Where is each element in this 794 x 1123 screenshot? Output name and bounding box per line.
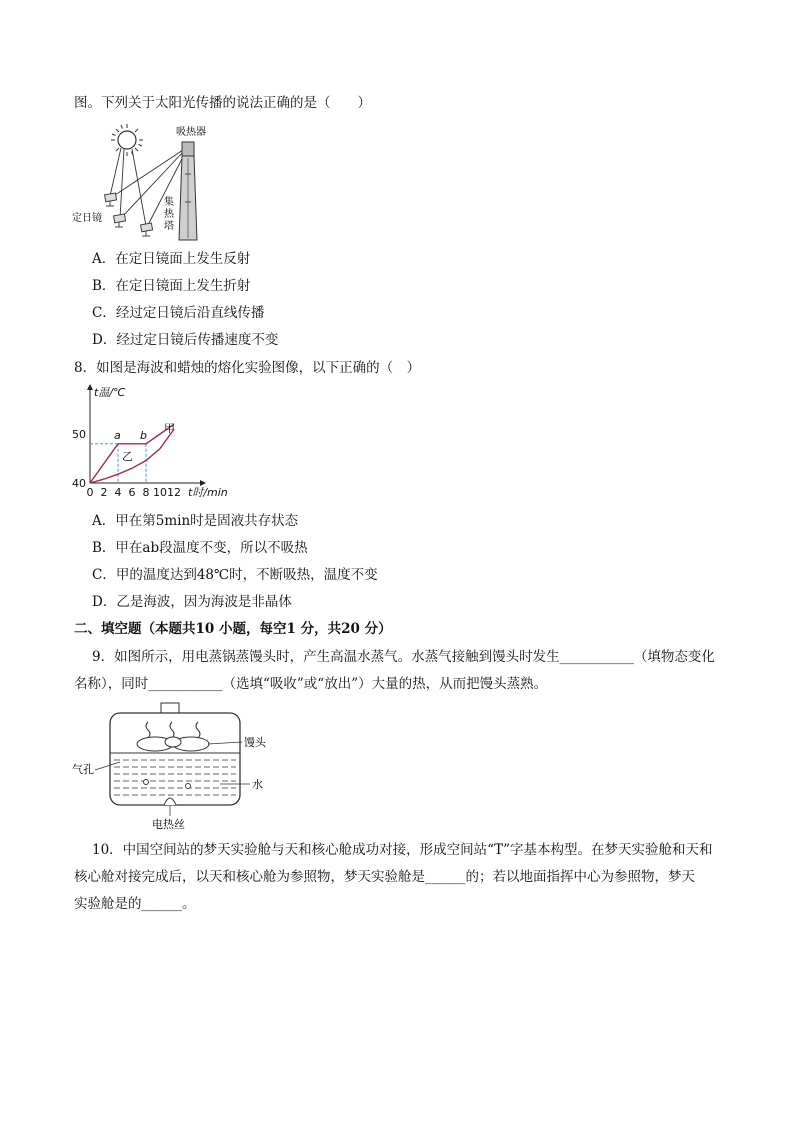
- melting-chart: [70, 380, 240, 506]
- x-tick-label: 8: [142, 486, 150, 499]
- y-tick-label: 50: [72, 428, 86, 441]
- sun-icon: [111, 124, 143, 156]
- q8-option-c: C．甲的温度达到48℃时，不断吸热，温度不变: [92, 567, 378, 583]
- hole-label: 气孔: [72, 763, 94, 776]
- q10-line-3: 实验舱是的______。: [74, 896, 196, 912]
- x-tick-label: 2: [100, 486, 108, 499]
- tower-label-3: 塔: [164, 221, 174, 232]
- tower-label-1: 集: [164, 197, 174, 208]
- y-tick-label: 40: [72, 477, 86, 490]
- q8-stem: 8．如图是海波和蜡烛的熔化实验图像，以下正确的（ ）: [74, 360, 421, 376]
- q7-option-d: D．经过定日镜后传播速度不变: [92, 332, 279, 348]
- q9-line-2: 名称），同时___________（选填“吸收”或“放出”）大量的热，从而把馒头蒸熟。: [74, 676, 548, 692]
- y-axis-arrow: [87, 384, 93, 390]
- q8-option-b: B．甲在ab段温度不变，所以不吸热: [92, 540, 308, 556]
- wire-label: 电热丝: [152, 818, 185, 831]
- x-tick-label: 12: [167, 486, 181, 499]
- x-tick-label: 4: [114, 486, 122, 499]
- x-tick-label: 6: [128, 486, 136, 499]
- q7-option-c: C．经过定日镜后沿直线传播: [92, 305, 265, 321]
- point-label-b: b: [140, 428, 147, 442]
- x-tick-label: 10: [153, 486, 167, 499]
- heat-tower-icon: [179, 142, 197, 240]
- mirror-label: 定日镜: [72, 213, 102, 224]
- q7-stem: 图。下列关于太阳光传播的说法正确的是（ ）: [74, 95, 371, 111]
- q7-option-b: B．在定日镜面上发生折射: [92, 278, 251, 294]
- point-label-a: a: [114, 428, 121, 442]
- section-heading: 二、填空题（本题共10 小题，每空1 分，共20 分）: [74, 621, 392, 637]
- q9-line-1: 9．如图所示，用电蒸锅蒸馒头时，产生高温水蒸气。水蒸气接触到馒头时发生___________（填物态变化: [92, 649, 715, 665]
- q8-option-d: D．乙是海波，因为海波是非晶体: [92, 594, 292, 610]
- bun-label: 馒头: [244, 736, 266, 749]
- x-axis-title: t时/min: [188, 486, 228, 499]
- q7-option-a: A．在定日镜面上发生反射: [92, 251, 251, 267]
- tower-label-2: 热: [164, 209, 174, 220]
- x-tick-label: 0: [86, 486, 94, 499]
- q10-line-2: 核心舱对接完成后，以天和核心舱为参照物，梦天实验舱是______的；若以地面指挥中心为参照物，梦天: [74, 869, 695, 885]
- solar-tower-figure: [70, 118, 240, 246]
- series-name-label: 甲: [164, 422, 175, 435]
- series-name-label: 乙: [122, 450, 133, 464]
- absorber-label: 吸热器: [176, 127, 206, 138]
- water-label: 水: [252, 778, 263, 791]
- q8-option-a: A．甲在第5min时是固液共存状态: [92, 513, 299, 529]
- steamer-figure: [70, 700, 290, 832]
- heliostat-icons: [105, 193, 153, 236]
- q10-line-1: 10．中国空间站的梦天实验舱与天和核心舱成功对接，形成空间站“T”字基本构型。在梦天实验舱和天和: [92, 842, 713, 858]
- y-axis-title: t温/℃: [94, 386, 126, 399]
